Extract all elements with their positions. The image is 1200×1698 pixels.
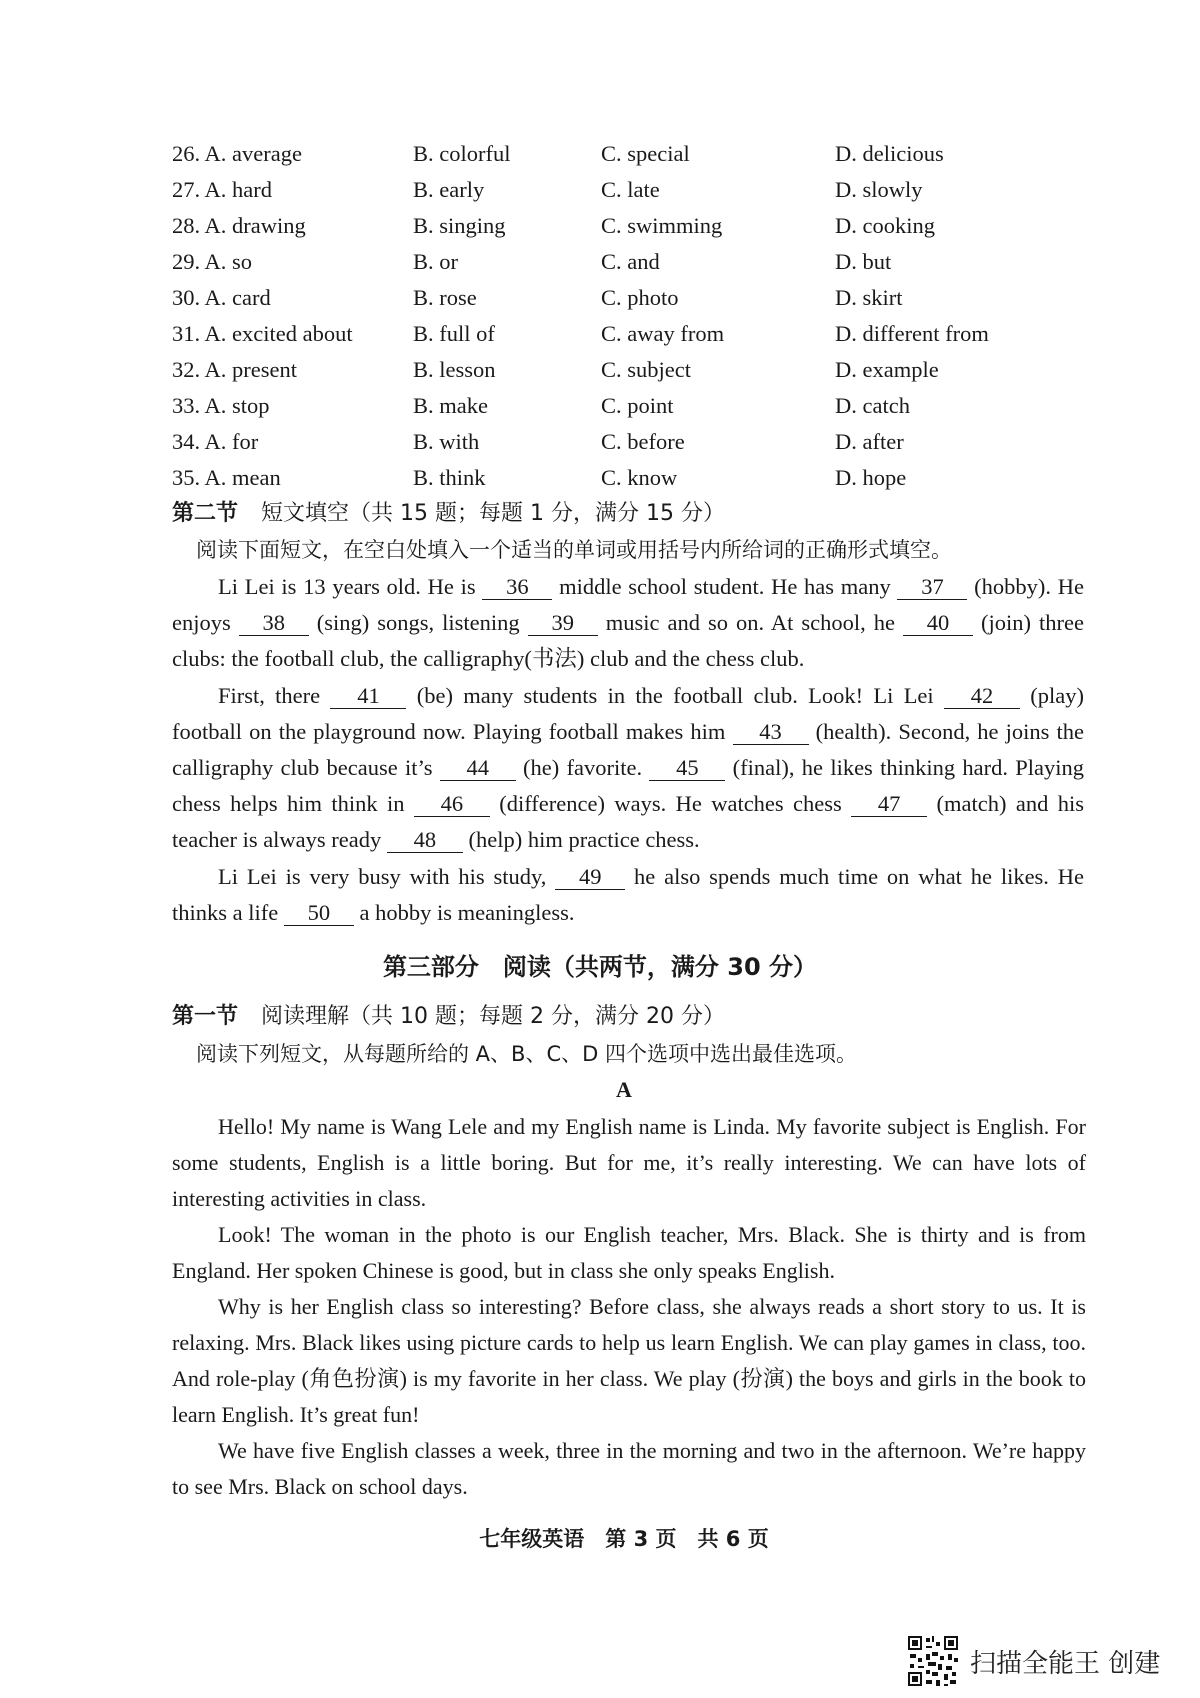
option-c: C. know: [601, 465, 678, 490]
reading-passage-a: [172, 1109, 1086, 1505]
option-b: B. full of: [413, 321, 495, 346]
option-b: B. make: [413, 393, 488, 418]
section1-heading: [172, 1000, 725, 1034]
option-c: C. late: [601, 177, 660, 202]
option-d: D. delicious: [835, 141, 944, 166]
cloze-text: (hobby). He enjoys: [172, 574, 1084, 636]
cloze-text: (difference) ways. He watches chess: [489, 791, 852, 817]
option-c: C. special: [601, 141, 690, 166]
cloze-text: (final), he likes thinking hard. Playing chess helps him think in: [172, 755, 1084, 817]
option-row: [172, 352, 1072, 388]
option-a: 35. A. mean: [172, 465, 281, 490]
cloze-text: (match) and his teacher is always ready: [172, 791, 1084, 853]
cloze-text: (help) him practice chess.: [462, 827, 700, 853]
option-a: 26. A. average: [172, 141, 302, 166]
option-row: [172, 172, 1072, 208]
part3-title: 第三部分 阅读（共两节，满分 30 分）: [382, 953, 818, 981]
blank-49: 49: [555, 865, 625, 890]
section2-heading: [172, 497, 725, 531]
scanner-watermark: [906, 1636, 1160, 1686]
option-c: C. point: [601, 393, 674, 418]
cloze-text: (play) football on the playground now. Playing football makes him: [172, 682, 1084, 744]
option-row: [172, 136, 1072, 172]
blank-38: 38: [239, 611, 309, 636]
option-b: B. singing: [413, 213, 506, 238]
option-b: B. rose: [413, 285, 477, 310]
option-a: 34. A. for: [172, 429, 259, 454]
option-c: C. swimming: [601, 213, 723, 238]
cloze-text: (join) three clubs: the football club, the calligraphy(书法) club and the chess club.: [172, 610, 1084, 672]
option-a: 32. A. present: [172, 357, 297, 382]
option-a: 31. A. excited about: [172, 321, 353, 346]
blank-39: 39: [528, 611, 598, 636]
watermark-text: 扫描全能王 创建: [970, 1648, 1161, 1679]
option-b: B. lesson: [413, 357, 496, 382]
option-row: [172, 208, 1072, 244]
passage-a-paragraph-1: Hello! My name is Wang Lele and my English name is Linda. My favorite subject is English. For some students, English is a little boring. But for me, it’s really interesting. We can have lots of interesting activities in class.: [172, 1114, 1086, 1211]
cloze-text: First, there: [218, 682, 331, 708]
cloze-text: music and so on. At school, he: [597, 610, 903, 636]
blank-44: 44: [440, 756, 516, 781]
option-row: [172, 244, 1072, 280]
cloze-text: (sing) songs, listening: [308, 610, 528, 636]
option-d: D. cooking: [835, 213, 935, 238]
option-c: C. and: [601, 249, 660, 274]
option-row: [172, 280, 1072, 316]
option-row: [172, 388, 1072, 424]
option-a: 33. A. stop: [172, 393, 270, 418]
cloze-text: (be) many students in the football club. Look! Li Lei: [406, 682, 944, 708]
blank-46: 46: [414, 792, 490, 817]
option-b: B. with: [413, 429, 480, 454]
blank-48: 48: [387, 828, 463, 853]
option-b: B. think: [413, 465, 486, 490]
section1-instruction: 阅读下列短文，从每题所给的 A、B、C、D 四个选项中选出最佳选项。: [196, 1042, 857, 1066]
blank-43: 43: [733, 720, 809, 745]
option-b: B. colorful: [413, 141, 511, 166]
section1-heading-label: 第一节: [172, 1004, 239, 1029]
blank-47: 47: [851, 792, 927, 817]
cloze-paragraph-2: [172, 678, 1084, 859]
section1-heading-detail: 阅读理解（共 10 题；每题 2 分，满分 20 分）: [261, 1004, 725, 1029]
page-footer: 七年级英语 第 3 页 共 6 页: [479, 1527, 769, 1551]
option-row: [172, 424, 1072, 460]
cloze-paragraph-1: [172, 569, 1084, 678]
passage-a-paragraph-3: Why is her English class so interesting? Before class, she always reads a short story to us. It is relaxing. Mrs. Black likes using picture cards to help us learn English. We can play games in class, too. And role-play (角色扮演) is my favorite in her class. We play (扮演) the boys and girls in the book to learn English. It’s great fun!: [172, 1294, 1086, 1427]
qr-code-icon: [906, 1634, 960, 1688]
option-d: D. after: [835, 429, 904, 454]
blank-36: 36: [482, 575, 552, 600]
blank-50: 50: [284, 901, 354, 926]
passage-a-paragraph-2: Look! The woman in the photo is our English teacher, Mrs. Black. She is thirty and is from England. Her spoken Chinese is good, but in class she only speaks English.: [172, 1222, 1086, 1283]
cloze-text: middle school student. He has many: [552, 574, 898, 599]
section2-heading-detail: 短文填空（共 15 题；每题 1 分，满分 15 分）: [261, 501, 725, 526]
passage-a-paragraph-4: We have five English classes a week, three in the morning and two in the afternoon. We’re happy to see Mrs. Black on school days.: [172, 1438, 1086, 1499]
cloze-passage: [172, 569, 1084, 931]
section2-instruction: 阅读下面短文，在空白处填入一个适当的单词或用括号内所给词的正确形式填空。: [196, 538, 952, 562]
options-list: [172, 136, 1072, 496]
option-b: B. or: [413, 249, 458, 274]
option-c: C. photo: [601, 285, 679, 310]
blank-45: 45: [649, 756, 725, 781]
option-a: 27. A. hard: [172, 177, 272, 202]
option-a: 29. A. so: [172, 249, 253, 274]
blank-40: 40: [903, 611, 973, 636]
option-row: [172, 460, 1072, 496]
cloze-text: (health). Second, he joins the calligraphy club because it’s: [172, 718, 1084, 781]
option-d: D. example: [835, 357, 939, 382]
option-d: D. catch: [835, 393, 910, 418]
option-c: C. subject: [601, 357, 691, 382]
option-a: 28. A. drawing: [172, 213, 306, 238]
option-d: D. skirt: [835, 285, 903, 310]
cloze-paragraph-3: [172, 859, 1084, 931]
option-row: [172, 316, 1072, 352]
option-d: D. hope: [835, 465, 907, 490]
option-d: D. different from: [835, 321, 989, 346]
cloze-text: Li Lei is very busy with his study,: [218, 863, 556, 889]
option-d: D. slowly: [835, 177, 923, 202]
cloze-text: he also spends much time on what he likes. He thinks a life: [172, 863, 1084, 925]
option-b: B. early: [413, 177, 485, 202]
blank-37: 37: [897, 575, 967, 600]
option-c: C. before: [601, 429, 685, 454]
cloze-text: Li Lei is 13 years old. He is: [218, 574, 483, 599]
option-a: 30. A. card: [172, 285, 271, 310]
option-d: D. but: [835, 249, 892, 274]
cloze-text: a hobby is meaningless.: [353, 899, 575, 925]
passage-a-label: A: [616, 1077, 632, 1102]
option-c: C. away from: [601, 321, 725, 346]
blank-41: 41: [330, 684, 406, 709]
cloze-text: (he) favorite.: [515, 755, 650, 781]
section2-heading-label: 第二节: [172, 501, 239, 526]
blank-42: 42: [944, 684, 1020, 709]
